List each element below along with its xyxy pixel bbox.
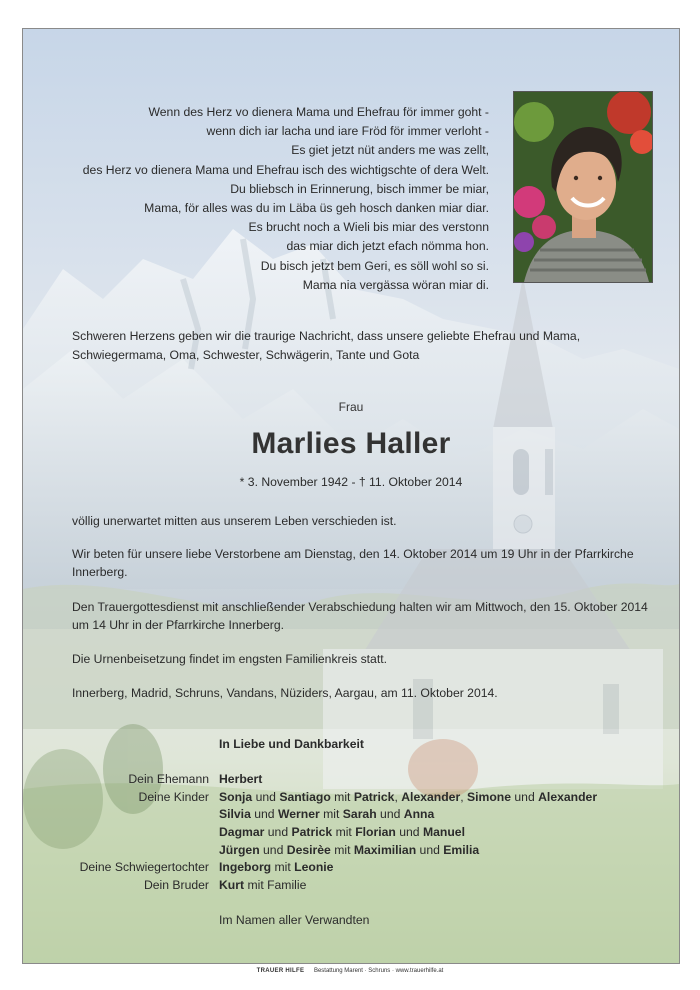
footer	[0, 968, 700, 974]
footer-brand: TRAUER HILFE	[256, 968, 305, 974]
family-label: Deine Kinder	[138, 789, 209, 804]
paragraph: völlig unerwartet mitten aus unserem Leben verschieden ist.	[72, 514, 397, 528]
family-label: Deine Schwiegertochter	[79, 860, 209, 875]
family-member: Sonja	[219, 789, 253, 804]
salutation: Frau	[338, 400, 364, 414]
family-member: Santiago	[279, 789, 331, 804]
family-member: Ingeborg	[219, 860, 272, 875]
family-row-brother: Dein Bruder Kurt mit Familie	[23, 877, 679, 895]
poem-line: das miar dich jetzt efach nömma hon.	[286, 239, 489, 254]
family-member: Patrick	[353, 789, 395, 804]
family-member: Patrick	[291, 824, 333, 839]
family-row-daughter-in-law: Deine Schwiegertochter Ingeborg mit Leonie	[23, 859, 679, 877]
poem-line: des Herz vo dienera Mama und Ehefrau isch des wichtigschte of dera Welt.	[82, 162, 489, 177]
poem-line: Es brucht noch a Wieli bis miar des verstonn	[248, 220, 489, 235]
family-member: Alexander	[538, 789, 598, 804]
intro-text: Schweren Herzens geben wir die traurige Nachricht, dass unsere geliebte Ehefrau und Mama, Schwiegermama, Oma, Schwester, Schwägerin, Tante und Gota	[72, 329, 581, 362]
family-member: Alexander	[401, 789, 461, 804]
family-member: Werner	[277, 807, 320, 822]
deceased-name: Marlies Haller	[251, 427, 451, 460]
family-member: Simone	[466, 789, 511, 804]
family-member: Jürgen	[219, 842, 260, 857]
poem-line: wenn dich iar lacha und iare Fröd för immer verloht -	[206, 124, 489, 139]
poem-line: Du bliebsch in Erinnerung, bisch immer be miar,	[230, 181, 489, 196]
poem-line: Wenn des Herz vo dienera Mama und Ehefrau för immer goht -	[148, 105, 489, 119]
family-heading-row	[23, 736, 679, 754]
poem-line: Mama nia vergässa wöran miar di.	[302, 277, 489, 292]
family-member: Anna	[403, 807, 435, 822]
family-row-children: Silvia und Werner mit Sarah und Anna	[219, 807, 435, 822]
footer-text: Bestattung Marent · Schruns · www.trauerhilfe.at	[313, 968, 444, 974]
family-member: Kurt	[219, 877, 245, 892]
portrait-photo	[513, 91, 653, 283]
family-member: Leonie	[294, 860, 334, 875]
family-member: Maximilian	[353, 842, 417, 857]
family-heading: In Liebe und Dankbarkeit	[219, 737, 364, 751]
closing-text: Im Namen aller Verwandten	[219, 912, 370, 927]
family-member: Herbert	[219, 772, 263, 787]
family-member: Desirèe	[286, 842, 331, 857]
family-member: Sarah	[342, 807, 377, 822]
poem-line: Es giet jetzt nüt anders me was zellt,	[291, 143, 489, 158]
family-label: Dein Bruder	[143, 877, 209, 892]
family-row-children: Jürgen und Desirèe mit Maximilian und Emilia	[219, 842, 480, 857]
family-row-children: Deine Kinder Sonja und Santiago mit Patrick, Alexander, Simone und Alexander	[23, 789, 679, 807]
family-row-children: Dagmar und Patrick mit Florian und Manuel	[219, 824, 465, 839]
family-row-husband	[23, 771, 679, 789]
family-member: Silvia	[219, 807, 251, 822]
family-member: Florian	[355, 824, 396, 839]
poem	[29, 103, 489, 295]
closing-row	[23, 912, 679, 930]
family-label: Dein Ehemann	[128, 772, 209, 787]
family-list	[23, 736, 679, 930]
poem-line: Du bisch jetzt bem Geri, es söll wohl so si.	[260, 258, 489, 273]
family-member: Emilia	[443, 842, 480, 857]
paragraph: Wir beten für unsere liebe Verstorbene am Dienstag, den 14. Oktober 2014 um 19 Uhr in der Pfarrkirche Innerberg.	[72, 547, 634, 579]
obituary-card	[22, 28, 680, 964]
paragraph: Innerberg, Madrid, Schruns, Vandans, Nüziders, Aargau, am 11. Oktober 2014.	[72, 686, 498, 700]
poem-line: Mama, för alles was du im Läba üs geh hosch danken miar diar.	[144, 201, 489, 216]
family-member: Manuel	[422, 824, 465, 839]
paragraph: Die Urnenbeisetzung findet im engsten Familienkreis statt.	[72, 652, 387, 666]
family-member: Dagmar	[219, 824, 265, 839]
life-dates: * 3. November 1942 - † 11. Oktober 2014	[239, 475, 463, 489]
paragraph: Den Trauergottesdienst mit anschließender Verabschiedung halten wir am Mittwoch, den 15. Oktober 2014 um 14 Uhr in der Pfarrkirche Innerberg.	[72, 600, 648, 632]
